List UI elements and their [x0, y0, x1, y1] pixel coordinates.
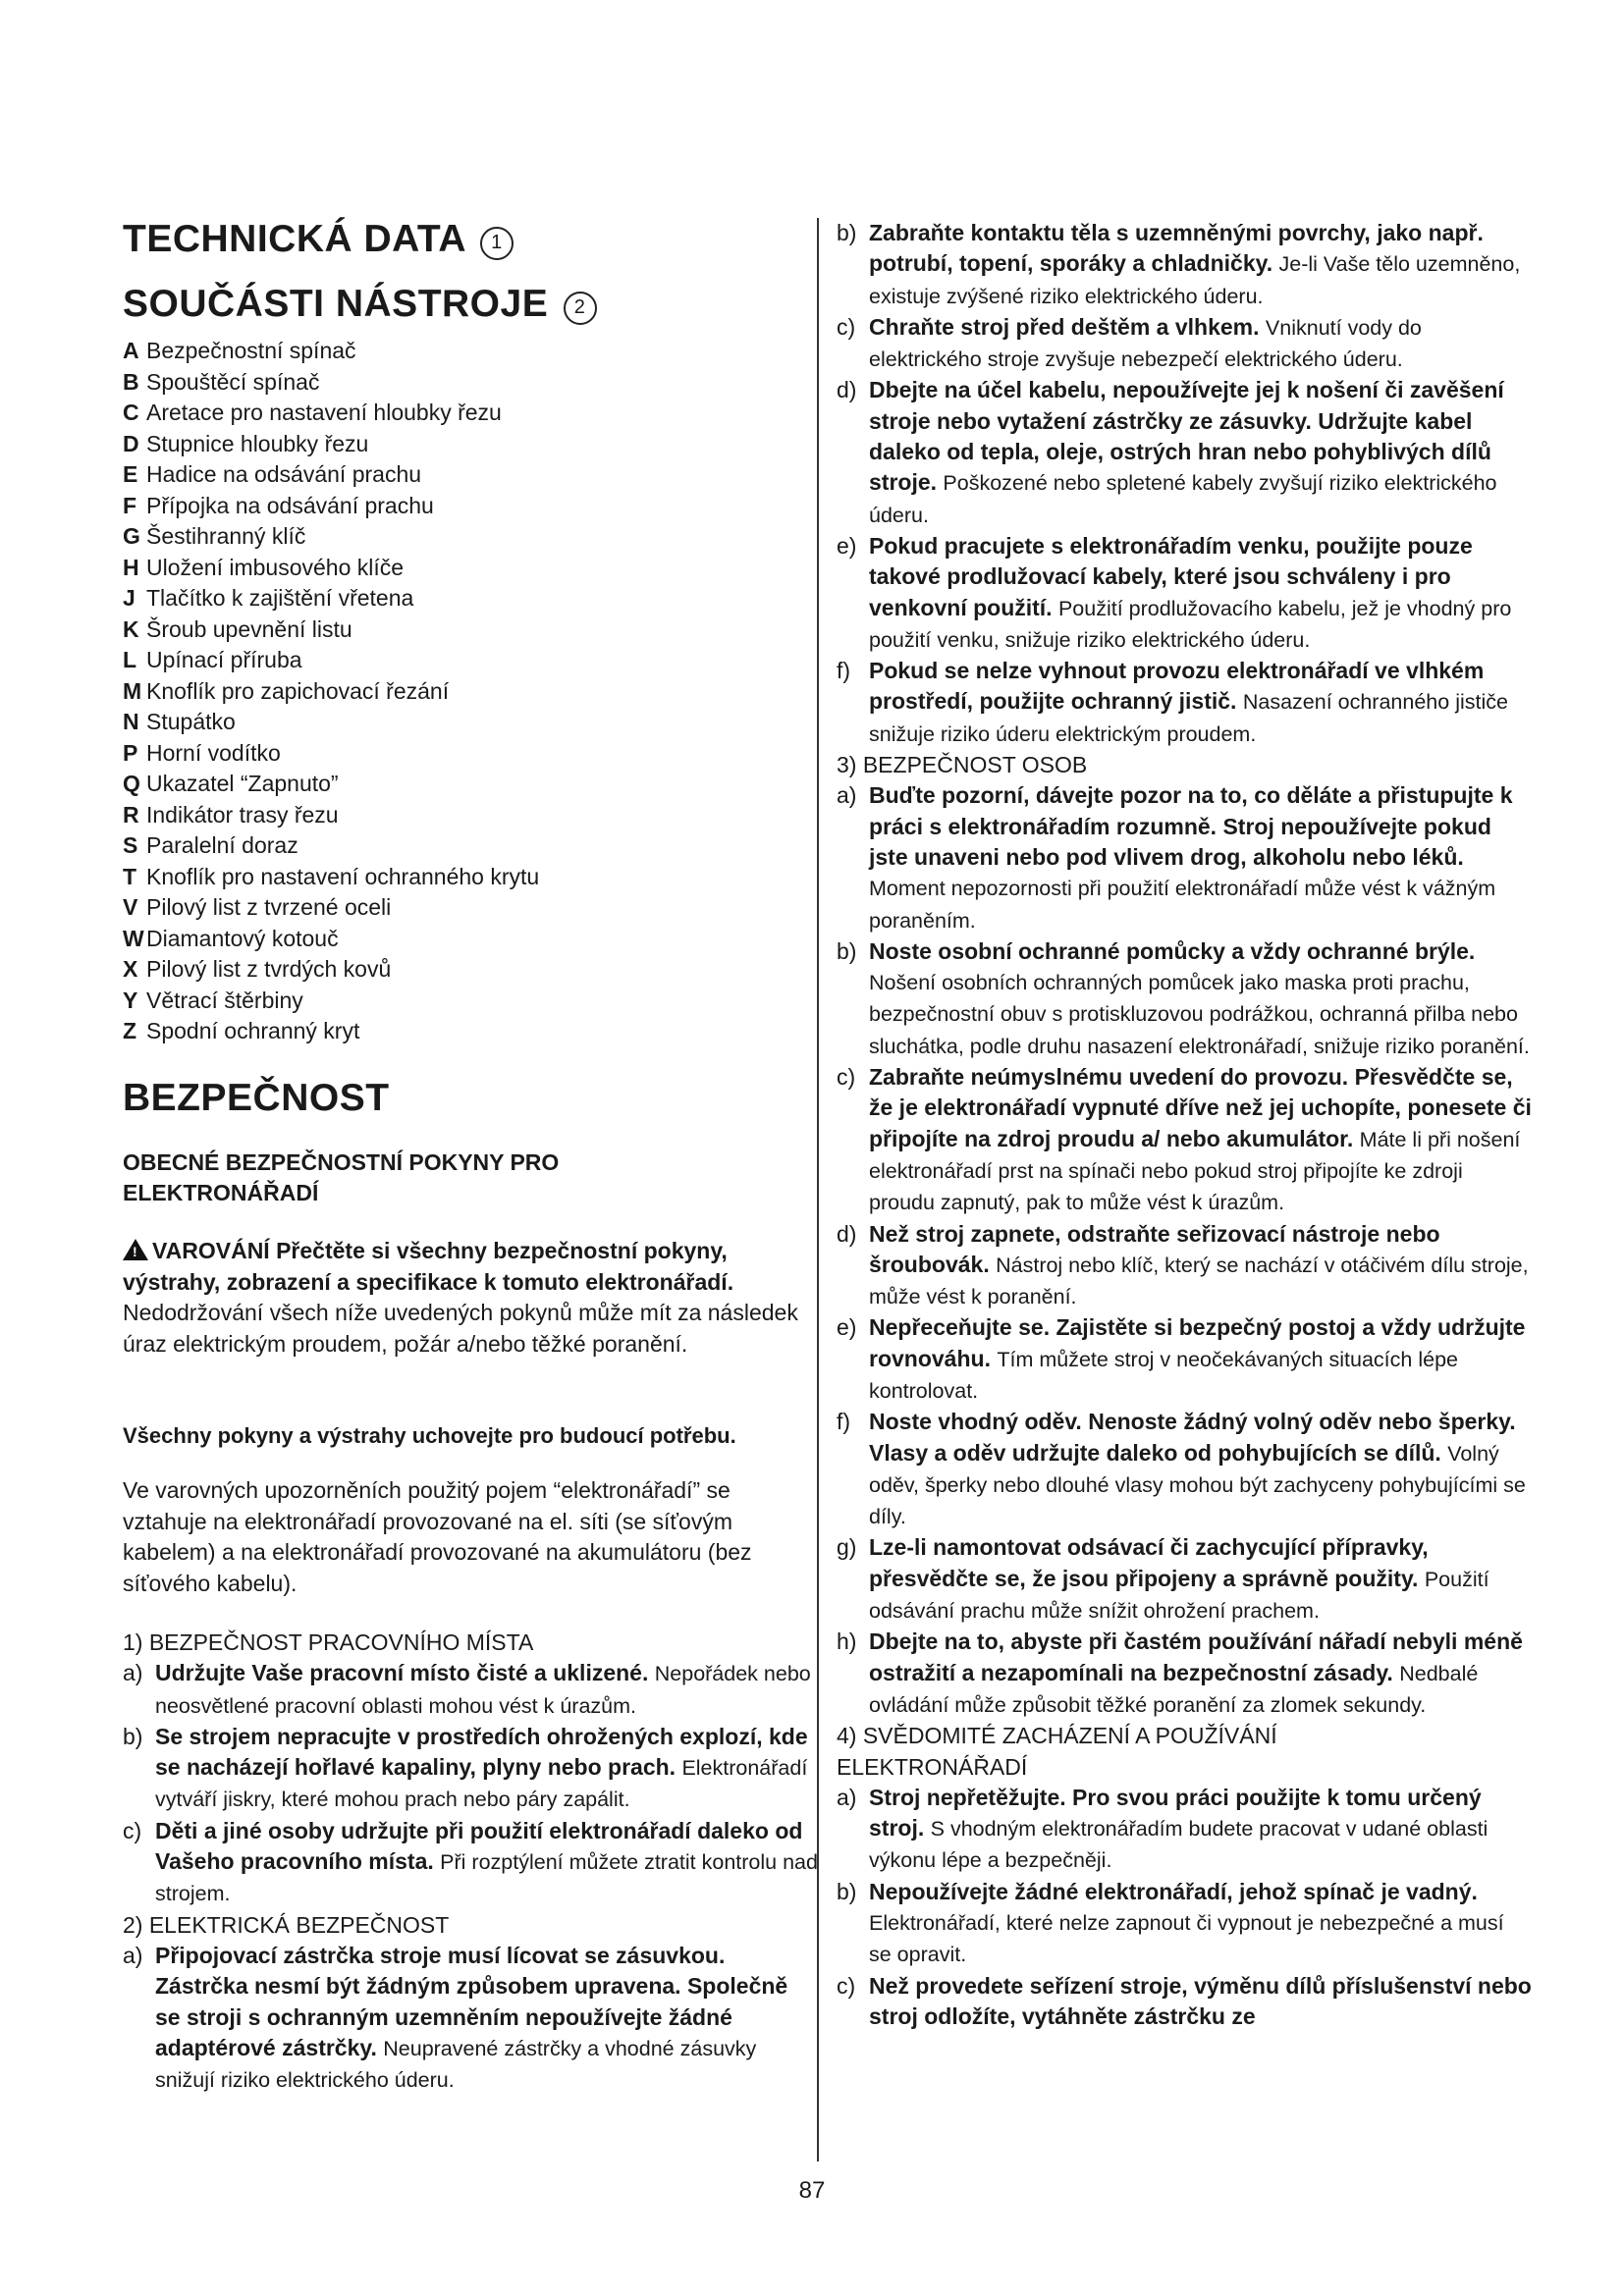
- rule-3a: a) Buďte pozorní, dávejte pozor na to, co děláte a přistupujte k práci s elektronářadím rozumně. Stroj nepoužívejte pokud jste unaveni nebo pod vlivem drog, alkoholu nebo léků. Moment nepozornosti při použití elektronářadí může vést k vážným poraněním.: [837, 782, 1513, 933]
- part-description: Pilový list z tvrzené oceli: [146, 894, 392, 920]
- part-letter: N: [123, 709, 139, 734]
- section-tool-use-care: 4) SVĚDOMITÉ ZACHÁZENÍ A POUŽÍVÁNÍ ELEKTRONÁŘADÍ: [837, 1723, 1277, 1780]
- rule-4b: b) Nepoužívejte žádné elektronářadí, jehož spínač je vadný. Elektronářadí, které nelze zapnout či vypnout je nebezpečné a musí se opravit.: [837, 1878, 1504, 1967]
- part-description: Tlačítko k zajištění vřetena: [146, 585, 414, 611]
- rule-3h: h) Dbejte na to, abyste při častém používání nářadí nebyli méně ostražití a nezapomínali na bezpečnostní zásady. Nedbalé ovládání může způsobit těžké poranění za zlomek sekundy.: [837, 1629, 1523, 1717]
- part-letter: D: [123, 430, 139, 456]
- part-item: [123, 553, 539, 584]
- part-description: Stupnice hloubky řezu: [146, 430, 369, 456]
- part-letter: C: [123, 400, 139, 425]
- part-item: [123, 521, 539, 553]
- part-description: Stupátko: [146, 709, 236, 734]
- part-item: [123, 459, 539, 491]
- figure-ref-1: 1: [480, 227, 514, 260]
- section-work-area: 1) BEZPEČNOST PRACOVNÍHO MÍSTA: [123, 1629, 534, 1655]
- part-description: Ukazatel “Zapnuto”: [146, 771, 339, 796]
- page-number: 87: [798, 2177, 826, 2204]
- part-description: Bezpečnostní spínač: [146, 338, 356, 363]
- part-letter: L: [123, 647, 137, 672]
- left-rules-list: [123, 1628, 818, 2096]
- part-letter: S: [123, 832, 138, 858]
- rule-2b: b) Zabraňte kontaktu těla s uzemněnými povrchy, jako např. potrubí, topení, sporáky a chladničky. Je-li Vaše tělo uzemněno, existuje zvýšené riziko elektrického úderu.: [837, 220, 1521, 308]
- general-safety-subheading: OBECNÉ BEZPEČNOSTNÍ POKYNY PRO ELEKTRONÁŘADÍ: [123, 1149, 560, 1205]
- part-item: [123, 924, 539, 955]
- rule-2c: c) Chraňte stroj před deštěm a vlhkem. Vniknutí vody do elektrického stroje zvyšuje nebezpečí elektrického úderu.: [837, 313, 1422, 372]
- heading-tool-parts: SOUČÁSTI NÁSTROJE 2: [123, 283, 597, 326]
- part-item: [123, 830, 539, 862]
- part-letter: E: [123, 461, 138, 487]
- part-item: [123, 707, 539, 738]
- part-description: Paralelní doraz: [146, 832, 298, 858]
- part-description: Upínací příruba: [146, 647, 302, 672]
- part-letter: R: [123, 801, 139, 828]
- rule-2f: f) Pokud se nelze vyhnout provozu elektronářadí ve vlhkém prostředí, použijte ochranný jistič. Nasazení ochranného jističe snižuje riziko úderu elektrickým proudem.: [837, 658, 1508, 746]
- part-letter: Q: [123, 771, 140, 796]
- part-description: Horní vodítko: [146, 739, 281, 766]
- part-letter: A: [123, 338, 139, 363]
- part-item: [123, 800, 539, 831]
- part-item: [123, 398, 539, 429]
- rule-1b: b) Se strojem nepracujte v prostředích ohrožených explozí, kde se nacházejí hořlavé kapaliny, plyny nebo prach. Elektronářadí vytváří jiskry, které mohou prach nebo páry zapálit.: [123, 1723, 808, 1812]
- keep-instructions-note: Všechny pokyny a výstrahy uchovejte pro budoucí potřebu.: [123, 1423, 736, 1448]
- part-description: Větrací štěrbiny: [146, 987, 303, 1013]
- part-letter: T: [123, 863, 137, 889]
- rule-1a: a) Udržujte Vaše pracovní místo čisté a uklizené. Nepořádek nebo neosvětlené pracovní oblasti mohou vést k úrazům.: [123, 1660, 811, 1718]
- part-description: Přípojka na odsávání prachu: [146, 492, 434, 518]
- rule-4c: c) Než provedete seřízení stroje, výměnu dílů příslušenství nebo stroj odložíte, vytáhněte zástrčku ze: [837, 1972, 1532, 2029]
- part-item: [123, 583, 539, 614]
- rule-3d: d) Než stroj zapnete, odstraňte seřizovací nástroje nebo šroubovák. Nástroj nebo klíč, který se nachází v otáčivém dílu stroje, může vést k poranění.: [837, 1220, 1529, 1309]
- part-letter: B: [123, 368, 139, 395]
- part-item: [123, 738, 539, 770]
- rule-3c: c) Zabraňte neúmyslnému uvedení do provozu. Přesvědčte se, že je elektronářadí vypnuté dříve než jej uchopíte, ponesete či připojíte na zdroj proudu a/ nebo akumulátor. Máte li při nošení elektronářadí prst na spínači nebo pokud stroj připojíte ke zdroji proudu zapnutý, pak to může vést k úrazům.: [837, 1064, 1532, 1215]
- part-description: Pilový list z tvrdých kovů: [146, 956, 392, 982]
- rule-1c: c) Děti a jiné osoby udržujte při použití elektronářadí daleko od Vašeho pracovního místa. Při rozptýlení můžete ztratit kontrolu nad strojem.: [123, 1817, 818, 1906]
- part-item: [123, 1016, 539, 1047]
- part-description: Spouštěcí spínač: [146, 368, 320, 395]
- power-tool-term-paragraph: Ve varovných upozorněních použitý pojem “elektronářadí” se vztahuje na elektronářadí provozované na el. síti (se síťovým kabelem) a na elektronářadí provozované na akumulátoru (bez síťového kabelu).: [123, 1477, 752, 1596]
- rule-4a: a) Stroj nepřetěžujte. Pro svou práci použijte k tomu určený stroj. S vhodným elektronářadím budete pracovat v udané oblasti výkonu lépe a bezpečněji.: [837, 1784, 1489, 1873]
- part-letter: K: [123, 615, 139, 642]
- rule-3b: b) Noste osobní ochranné pomůcky a vždy ochranné brýle. Nošení osobních ochranných pomůcek jako maska proti prachu, bezpečnostní obuv s protiskluzovou podrážkou, ochranná přilba nebo sluchátka, podle druhu nasazení elektronářadí, snižuje riziko poranění.: [837, 937, 1530, 1058]
- part-item: [123, 769, 539, 800]
- part-item: [123, 645, 539, 676]
- part-description: Diamantový kotouč: [146, 925, 339, 951]
- rule-2e: e) Pokud pracujete s elektronářadím venku, použijte pouze takové prodlužovací kabely, které jsou schváleny i pro venkovní použití. Použití prodlužovacího kabelu, jež je vhodný pro použití venku, snižuje riziko elektrického úderu.: [837, 532, 1512, 652]
- heading-technical-data: TECHNICKÁ DATA 1: [123, 218, 514, 261]
- part-letter: W: [123, 925, 144, 951]
- part-letter: V: [123, 894, 138, 920]
- part-item: [123, 676, 539, 708]
- part-letter: X: [123, 956, 138, 982]
- parts-list: [123, 336, 539, 1047]
- part-description: Indikátor trasy řezu: [146, 801, 339, 828]
- part-letter: F: [123, 492, 137, 518]
- part-item: [123, 429, 539, 460]
- part-item: [123, 954, 539, 986]
- part-letter: J: [123, 585, 135, 611]
- heading-safety: BEZPEČNOST: [123, 1077, 390, 1119]
- part-item: [123, 336, 539, 367]
- part-item: [123, 367, 539, 399]
- part-letter: P: [123, 739, 138, 766]
- part-letter: Z: [123, 1018, 137, 1043]
- part-description: Spodní ochranný kryt: [146, 1018, 360, 1043]
- part-item: [123, 862, 539, 893]
- right-rules-list: [837, 218, 1532, 2033]
- part-item: [123, 614, 539, 646]
- part-description: Šestihranný klíč: [146, 523, 306, 549]
- part-description: Knoflík pro nastavení ochranného krytu: [146, 863, 540, 889]
- part-description: Knoflík pro zapichovací řezání: [146, 677, 450, 704]
- part-item: [123, 986, 539, 1017]
- part-item: [123, 491, 539, 522]
- part-description: Šroub upevnění listu: [146, 615, 352, 642]
- rule-3e: e) Nepřeceňujte se. Zajistěte si bezpečný postoj a vždy udržujte rovnováhu. Tím můžete stroj v neočekávaných situacích lépe kontrolovat.: [837, 1314, 1526, 1403]
- part-description: Hadice na odsávání prachu: [146, 461, 422, 487]
- part-description: Aretace pro nastavení hloubky řezu: [146, 400, 502, 425]
- section-electrical-safety: 2) ELEKTRICKÁ BEZPEČNOST: [123, 1911, 450, 1938]
- section-personal-safety: 3) BEZPEČNOST OSOB: [837, 752, 1088, 778]
- rule-3f: f) Noste vhodný oděv. Nenoste žádný volný oděv nebo šperky. Vlasy a oděv udržujte daleko od pohybujících se dílů. Volný oděv, šperky nebo dlouhé vlasy mohou být zachyceny pohybujícími se díly.: [837, 1409, 1526, 1529]
- rule-2a: a) Připojovací zástrčka stroje musí lícovat se zásuvkou. Zástrčka nesmí být žádným způsobem upravena. Společně se stroji s ochranným uzemněním nepoužívejte žádné adaptérové zástrčky. Neupravené zástrčky a vhodné zásuvky snižují riziko elektrického úderu.: [123, 1942, 788, 2093]
- figure-ref-2: 2: [564, 292, 597, 325]
- part-letter: H: [123, 554, 139, 580]
- rule-2d: d) Dbejte na účel kabelu, nepoužívejte jej k nošení či zavěšení stroje nebo vytažení zástrčky ze zásuvky. Udržujte kabel daleko od tepla, oleje, ostrých hran nebo pohyblivých dílů stroje. Poškozené nebo spletené kabely zvyšují riziko elektrického úderu.: [837, 377, 1504, 527]
- part-letter: Y: [123, 987, 138, 1013]
- rule-3g: g) Lze-li namontovat odsávací či zachycující přípravky, přesvědčte se, že jsou připojeny a správně použity. Použití odsávání prachu může snížit ohrožení prachem.: [837, 1534, 1489, 1624]
- part-description: Uložení imbusového klíče: [146, 554, 405, 580]
- warning-paragraph: ! VAROVÁNÍ Přečtěte si všechny bezpečnostní pokyny, výstrahy, zobrazení a specifikace k tomuto elektronářadí. Nedodržování všech níže uvedených pokynů může mít za následek úraz elektrickým proudem, požár a/nebo těžké poranění.: [123, 1238, 798, 1357]
- part-letter: G: [123, 523, 140, 549]
- part-item: [123, 892, 539, 924]
- part-letter: M: [123, 677, 142, 704]
- warning-triangle-icon: !: [123, 1239, 148, 1260]
